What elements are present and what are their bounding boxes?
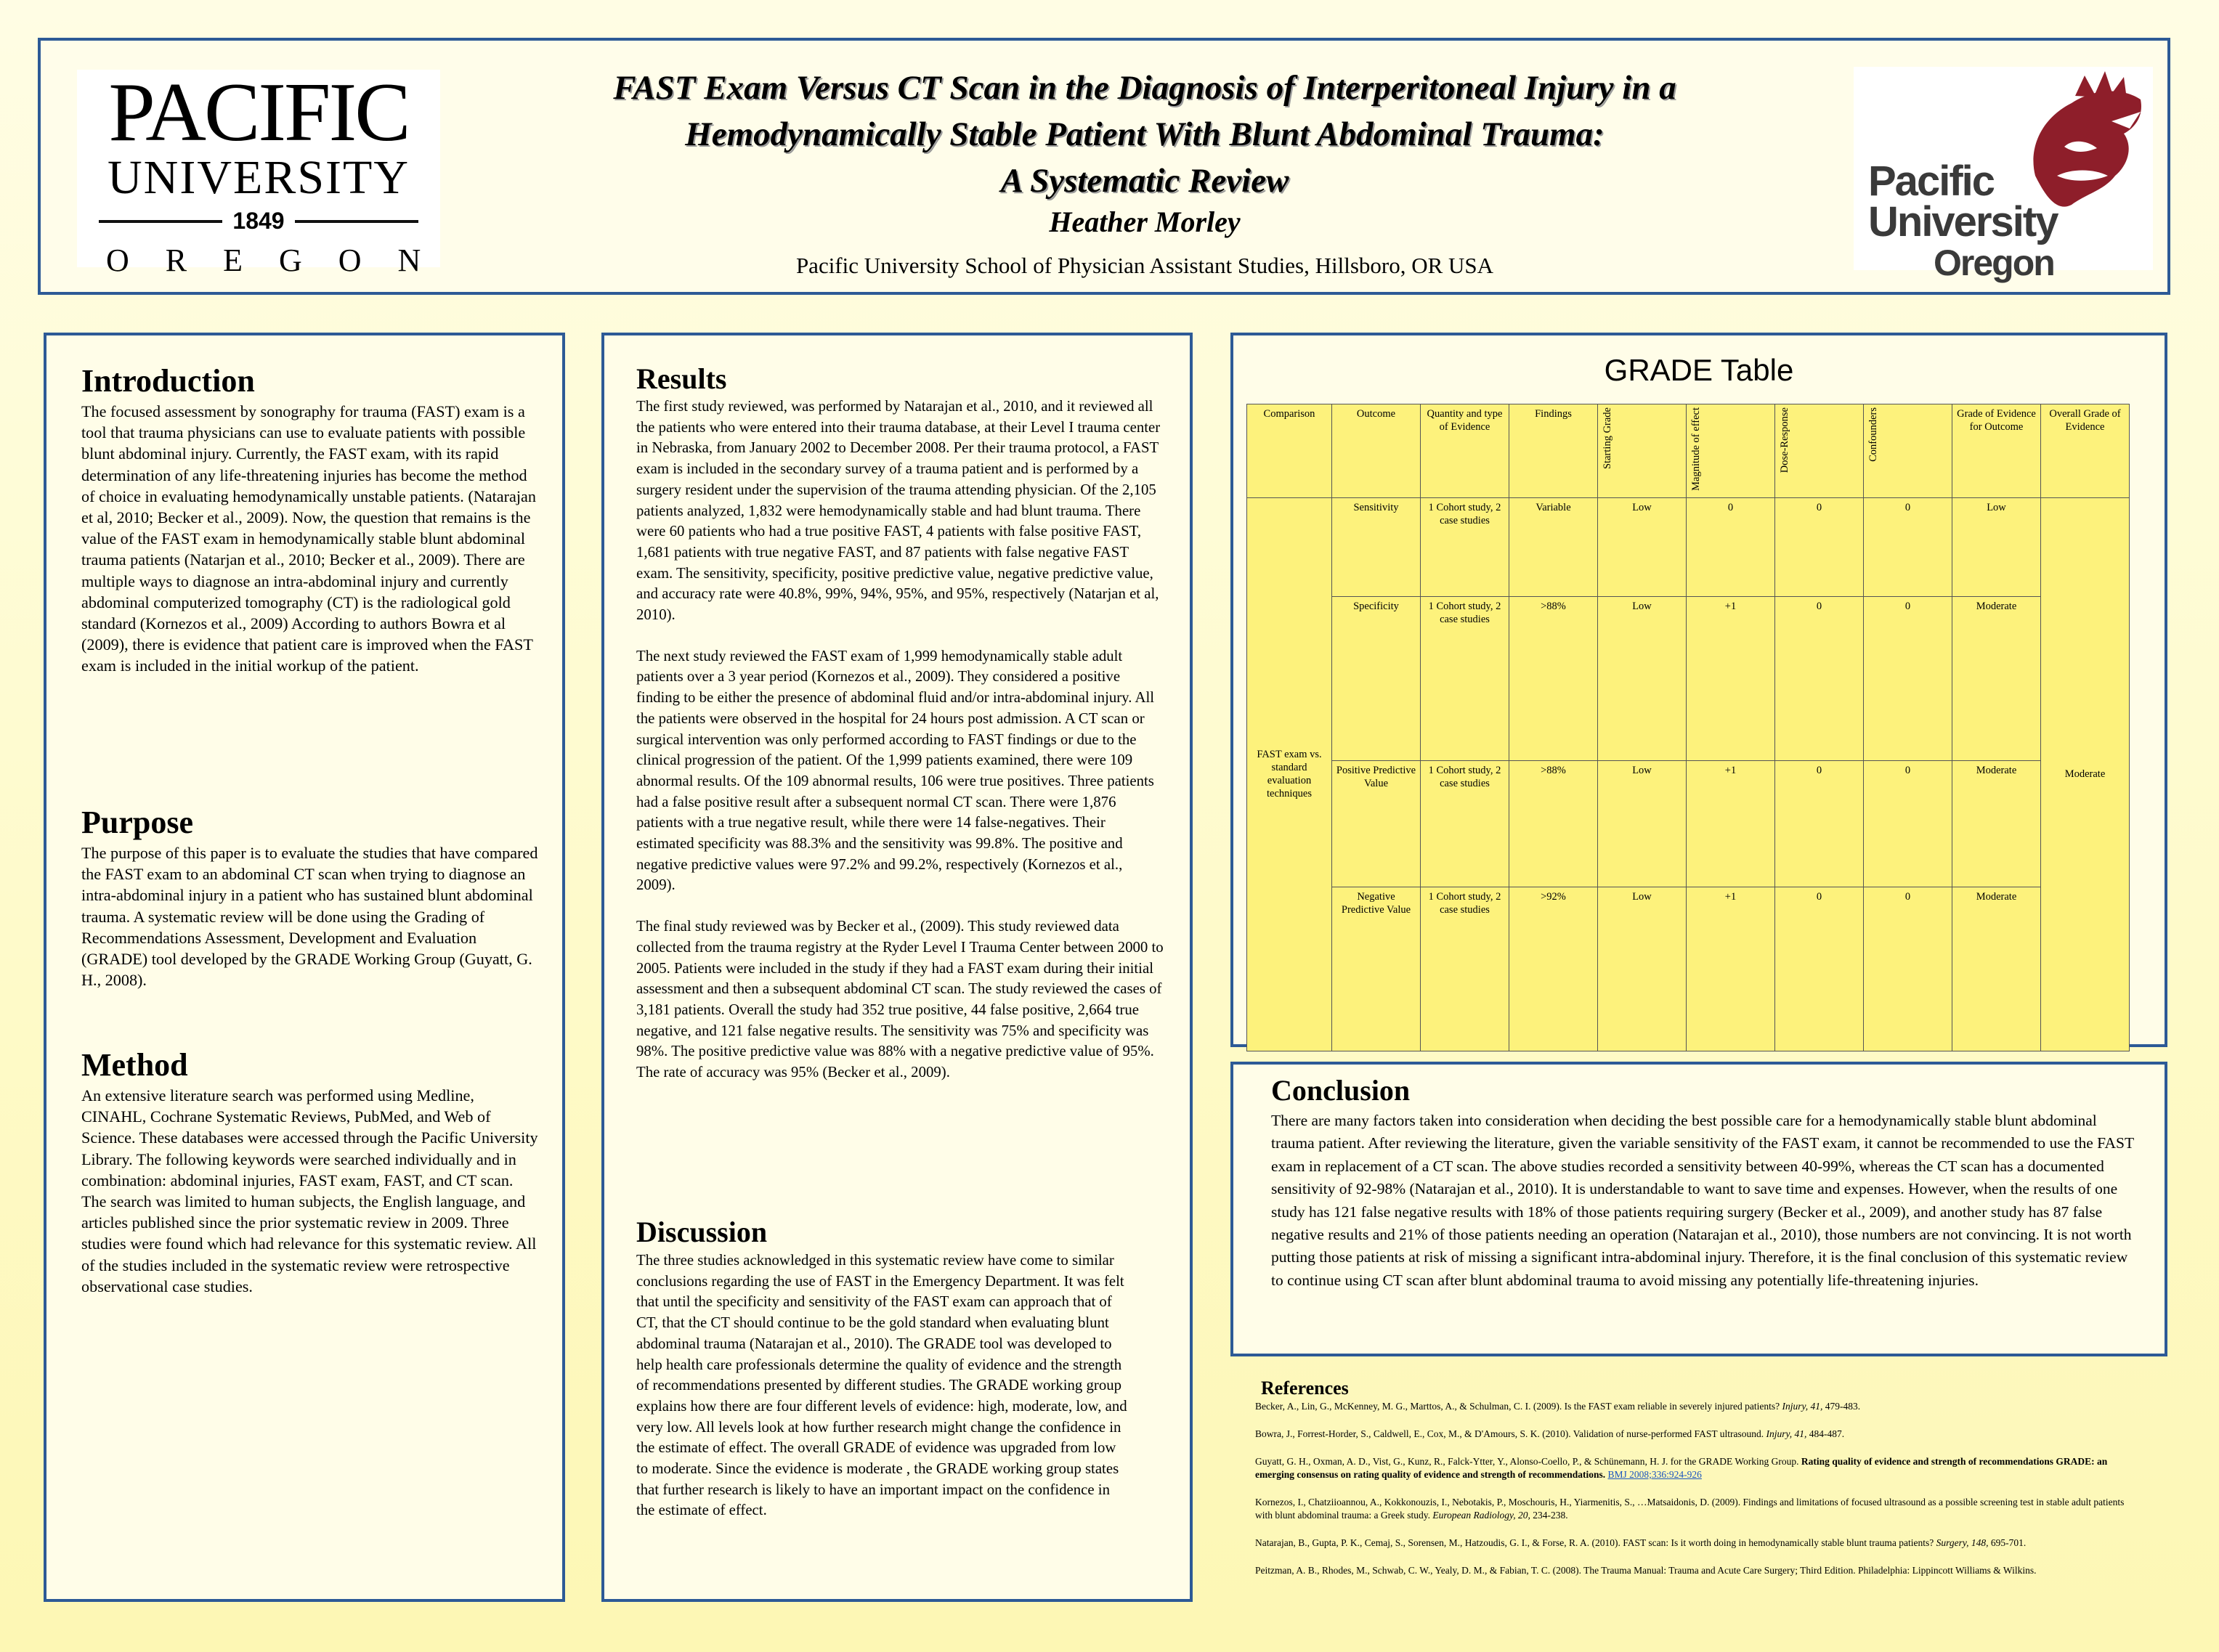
- quantity-cell: 1 Cohort study, 2 case studies: [1421, 497, 1509, 596]
- purpose-heading: Purpose: [81, 805, 193, 840]
- table-row: [1247, 497, 2130, 596]
- findings-cell: >88%: [1509, 760, 1598, 887]
- header-grade-outcome: Grade of Evidence for Outcome: [1952, 404, 2041, 498]
- quantity-cell: 1 Cohort study, 2 case studies: [1421, 760, 1509, 887]
- grade-outcome-cell: Moderate: [1952, 887, 2041, 1051]
- grade-table-header-row: [1247, 404, 2130, 498]
- introduction-heading: Introduction: [81, 363, 255, 399]
- outcome-cell: Positive Predictive Value: [1332, 760, 1421, 887]
- grade-table-title: GRADE Table: [1604, 353, 1794, 387]
- header-starting-grade: Starting Grade: [1598, 404, 1687, 498]
- findings-cell: >92%: [1509, 887, 1598, 1051]
- header-confounders: Confounders: [1864, 404, 1952, 498]
- left-column-panel: [44, 333, 565, 1602]
- reference-item: Bowra, J., Forrest-Horder, S., Caldwell, E., Cox, M., & D'Amours, S. K. (2010). Validation of nurse-performed FAST ultrasound. Injury, 41, 484-487.: [1255, 1428, 1845, 1439]
- conclusion-panel: [1230, 1062, 2167, 1356]
- header-quantity: Quantity and type of Evidence: [1421, 404, 1509, 498]
- boxer-mascot-logo: [1854, 67, 2153, 283]
- grade-outcome-cell: Moderate: [1952, 596, 2041, 760]
- logo-year: 1849: [77, 208, 440, 235]
- method-heading: Method: [81, 1047, 188, 1083]
- results-paragraph-3: The final study reviewed was by Becker et al., (2009). This study reviewed data collected from the trauma registry at the Ryder Level I Trauma Center between 2000 to 2005. Patients were included in the study if they had a FAST exam during their initial assessment and then a subsequent abdominal CT scan. The study reviewed the cases of 3,181 patients. Overall the study had 352 true positive, 44 false positive, 2,664 true negative, and 121 false negative results. The sensitivity was 75% and specificity was 98%. The positive predictive value was 88% with a negative predictive value of 95%. The rate of accuracy was 95% (Becker et al., 2009).: [636, 918, 1164, 1081]
- dose-response-cell: 0: [1775, 887, 1864, 1051]
- grade-outcome-cell: Moderate: [1952, 760, 2041, 887]
- conclusion-heading: Conclusion: [1271, 1074, 1411, 1107]
- results-paragraph-1: The first study reviewed, was performed by Natarajan et al., 2010, and it reviewed all the patients who were entered into their trauma database, at their Level I trauma center in Nebraska, from January 2002 to December 2008. Per their trauma protocol, a FAST exam is included in the secondary survey of a trauma patient and is performed by a surgery resident under the supervision of the trauma attending physician. Of the 2,105 patients analyzed, 1,832 were hemodynamically stable and had blunt trauma. There were 60 patients who had a true positive FAST, 4 patients with false positive FAST, 1,681 patients with true negative FAST, and 87 patients with false negative FAST exam. The sensitivity, specificity, positive predictive value, negative predictive value, and accuracy rate were 40.8%, 99%, 94%, 95%, and 95%, respectively (Natarjan et al, 2010).: [636, 398, 1161, 624]
- method-section: [81, 1046, 539, 1297]
- discussion-text: The three studies acknowledged in this systematic review have come to similar conclusions regarding the use of FAST in the Emergency Department. It was felt that until the specificity and sensitivity of the FAST exam can approach that of CT, that the CT should continue to be the gold standard when evaluating blunt abdominal trauma (Natarajan et al., 2010). The GRADE tool was developed to help health care professionals determine the quality of evidence and the strength of recommendations presented by different studies. The GRADE working group explains how there are four different levels of evidence: high, moderate, low, and very low. All levels look at how further research might change the confidence in the estimate of effect. The overall GRADE of evidence was upgraded from low to moderate. Since the evidence is moderate , the GRADE working group states that further research is likely to have an important impact on the confidence in the estimate of effect.: [636, 1252, 1127, 1519]
- header-overall-grade: Overall Grade of Evidence: [2041, 404, 2130, 498]
- middle-column-panel: [601, 333, 1193, 1602]
- method-text: An extensive literature search was performed using Medline, CINAHL, Cochrane Systematic Reviews, PubMed, and Web of Science. These databases were accessed through the Pacific University Library. The following keywords were searched individually and in combination: abdominal injuries, FAST exam, FAST, and CT scan. The search was limited to human subjects, the English language, and articles published since the prior systematic review in 2009. Three studies were found which had relevance for this systematic review. All of the studies included in the systematic review were retrospective observational case studies.: [81, 1086, 538, 1295]
- confounders-cell: 0: [1864, 596, 1952, 760]
- header-dose-response: Dose-Response: [1775, 404, 1864, 498]
- grade-outcome-cell: Low: [1952, 497, 2041, 596]
- results-paragraph-2: The next study reviewed the FAST exam of 1,999 hemodynamically stable adult patients over a 3 year period (Kornezos et al., 2009). They considered a positive finding to be either the presence of abdominal fluid and/or intra-abdominal injury. All the patients were observed in the hospital for 24 hours post admission. A CT scan or surgical intervention was only performed according to FAST findings or due to the clinical progression of the patient. Of the 1,999 patients examined, there were 109 abnormal results. Of the 109 abnormal results, 106 were true positives. Three patients had a false positive result after a subsequent normal CT scan. There were 1,876 patients with a true negative result, while there were 14 false-negatives. Their estimated specificity was 88.3% and the sensitivity was 99.8%. The positive and negative predictive values were 97.2% and 99.2%, respectively (Kornezos et al., 2009).: [636, 647, 1155, 894]
- starting-grade-cell: Low: [1598, 596, 1687, 760]
- results-heading: Results: [636, 362, 727, 395]
- header-findings: Findings: [1509, 404, 1598, 498]
- reference-item: Kornezos, I., Chatziioannou, A., Kokkonouzis, I., Nebotakis, P., Moschouris, H., Yiarmenitis, S., …Matsaidonis, D. (2009). Findings and limitations of focused ultrasound as a possible screening test in stable adult patients with blunt abdominal trauma: a Greek study. European Radiology, 20, 234-238.: [1255, 1497, 2125, 1521]
- introduction-text: The focused assessment by sonography for trauma (FAST) exam is a tool that trauma physicians can use to evaluate patients with possible blunt abdominal injury. Currently, the FAST exam, with its rapid determination of any life-threatening injuries has become the method of choice in evaluating hemodynamically unstable patients. (Natarajan et al, 2010; Becker et al., 2009). Now, the question that remains is the value of the FAST exam in hemodynamically stable blunt abdominal trauma patients (Natarjan et al., 2010; Becker et al., 2009). There are multiple ways to diagnose an intra-abdominal injury and currently abdominal computerized tomography (CT) is the radiological gold standard (Kornezos et al., 2009) According to authors Bowra et al (2009), there is evidence that patient care is improved when the FAST exam is included in the initial workup of the patient.: [81, 402, 536, 675]
- confounders-cell: 0: [1864, 887, 1952, 1051]
- table-row: [1247, 596, 2130, 760]
- quantity-cell: 1 Cohort study, 2 case studies: [1421, 596, 1509, 760]
- poster-title-line-1: FAST Exam Versus CT Scan in the Diagnosis of Interperitoneal Injury in a: [613, 69, 1676, 107]
- grade-table: [1246, 404, 2130, 1051]
- outcome-cell: Specificity: [1332, 596, 1421, 760]
- reference-item: Natarajan, B., Gupta, P. K., Cemaj, S., Sorensen, M., Hatzoudis, G. I., & Forse, R. A. (2010). FAST scan: Is it worth doing in hemodynamically stable blunt trauma patients? Surgery, 148, 695-701.: [1255, 1537, 2027, 1548]
- logo-state: OREGON: [106, 243, 458, 278]
- outcome-cell: Sensitivity: [1332, 497, 1421, 596]
- outcome-cell: Negative Predictive Value: [1332, 887, 1421, 1051]
- starting-grade-cell: Low: [1598, 497, 1687, 596]
- introduction-section: [81, 362, 539, 677]
- reference-item: Becker, A., Lin, G., McKenney, M. G., Marttos, A., & Schulman, C. I. (2009). Is the FAST exam reliable in severely injured patients? Injury, 41, 479-483.: [1255, 1401, 1861, 1412]
- author-name: Heather Morley: [1049, 206, 1241, 238]
- conclusion-section: [1271, 1072, 2143, 1292]
- author-affiliation: Pacific University School of Physician Assistant Studies, Hillsboro, OR USA: [795, 253, 1494, 278]
- poster-header: [38, 38, 2170, 295]
- magnitude-cell: 0: [1687, 497, 1775, 596]
- conclusion-text: There are many factors taken into consideration when deciding the best possible care for a hemodynamically stable blunt abdominal trauma patient. After reviewing the literature, given the variable sensitivity of the FAST exam, it cannot be recommended to use the FAST exam in replacement of a CT scan. The above studies recorded a sensitivity between 40-99%, whereas the CT scan has a documented sensitivity of 92-98% (Natarajan et al., 2010). It is understandable to want to save time and expenses. However, when the results of one study has 121 false negative results with 18% of those patients requiring surgery (Becker et al., 2009), and another study has 87 false negative results and 21% of those patients needing an operation (Natarajan et al., 2010), those numbers are not convincing. It is not worth putting those patients at risk of missing a significant intra-abdominal injury. Therefore, it is the final conclusion of this systematic review to continue using CT scan after blunt abdominal trauma to avoid missing any potentially life-threatening injuries.: [1271, 1112, 2134, 1289]
- references-section: [1255, 1377, 2127, 1592]
- starting-grade-cell: Low: [1598, 887, 1687, 1051]
- logo-wordmark-right: Pacific University Oregon: [1868, 158, 2058, 283]
- poster-title-line-2: Hemodynamically Stable Patient With Blunt Abdominal Trauma:: [685, 115, 1605, 153]
- dose-response-cell: 0: [1775, 760, 1864, 887]
- magnitude-cell: +1: [1687, 760, 1775, 887]
- grade-table-panel: [1230, 333, 2167, 1047]
- comparison-cell: FAST exam vs. standard evaluation techniques: [1247, 497, 1332, 1051]
- logo-wordmark-university: UNIVERSITY: [107, 151, 410, 204]
- reference-item: Guyatt, G. H., Oxman, A. D., Vist, G., Kunz, R., Falck-Ytter, Y., Alonso-Coello, P., & Schünemann, H. J. for the GRADE Working Group. Rating quality of evidence and strength of recommendations GRADE: an emerging consensus on rating quality of evidence and strength of recommendations. BMJ 2008;336:924-926: [1255, 1456, 2108, 1480]
- header-comparison: Comparison: [1247, 404, 1332, 498]
- poster-title-line-3: A Systematic Review: [1000, 162, 1289, 200]
- reference-item: Peitzman, A. B., Rhodes, M., Schwab, C. W., Yealy, D. M., & Fabian, T. C. (2008). The Trauma Manual: Trauma and Acute Care Surgery; Third Edition. Philadelphia: Lippincott Williams & Wilkins.: [1255, 1565, 2037, 1576]
- findings-cell: Variable: [1509, 497, 1598, 596]
- magnitude-cell: +1: [1687, 887, 1775, 1051]
- pacific-university-logo: [77, 66, 458, 278]
- header-outcome: Outcome: [1332, 404, 1421, 498]
- table-row: [1247, 760, 2130, 887]
- header-magnitude: Magnitude of effect: [1687, 404, 1775, 498]
- table-row: [1247, 887, 2130, 1051]
- purpose-section: [81, 803, 539, 990]
- overall-grade-cell: Moderate: [2041, 497, 2130, 1051]
- references-heading: References: [1261, 1378, 1349, 1399]
- reference-link-bmj[interactable]: BMJ 2008;336:924-926: [1607, 1469, 1702, 1480]
- discussion-heading: Discussion: [636, 1216, 768, 1248]
- quantity-cell: 1 Cohort study, 2 case studies: [1421, 887, 1509, 1051]
- purpose-text: The purpose of this paper is to evaluate the studies that have compared the FAST exam to an abdominal CT scan when trying to diagnose an intra-abdominal injury in a patient who has sustained blunt abdominal trauma. A systematic review will be done using the Grading of Recommendations Assessment, Development and Evaluation (GRADE) tool developed by the GRADE Working Group (Guyatt, G. H., 2008).: [81, 844, 538, 990]
- starting-grade-cell: Low: [1598, 760, 1687, 887]
- results-section: [636, 362, 1164, 1083]
- magnitude-cell: +1: [1687, 596, 1775, 760]
- logo-wordmark-pacific: PACIFIC: [108, 66, 409, 159]
- dose-response-cell: 0: [1775, 497, 1864, 596]
- confounders-cell: 0: [1864, 760, 1952, 887]
- discussion-section: [636, 1214, 1130, 1521]
- confounders-cell: 0: [1864, 497, 1952, 596]
- dose-response-cell: 0: [1775, 596, 1864, 760]
- findings-cell: >88%: [1509, 596, 1598, 760]
